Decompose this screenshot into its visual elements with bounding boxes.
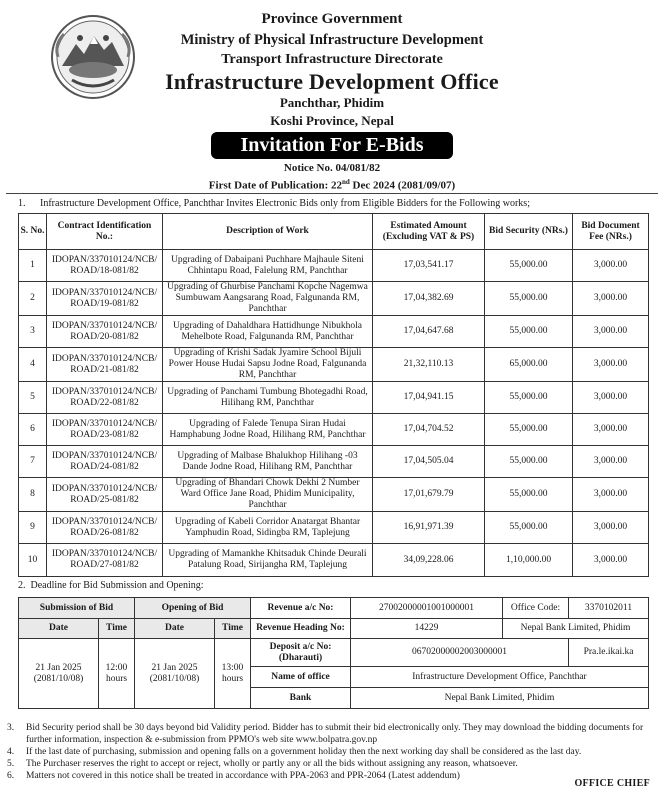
signatory: OFFICE CHIEF [574, 778, 650, 789]
row-fee: 3,000.00 [573, 478, 649, 512]
row-description: Upgrading of Malbase Bhalukhop Hilihang -03 Dande Jodne Road, Hilihang RM, Panchthar [163, 446, 373, 478]
row-fee: 3,000.00 [573, 544, 649, 576]
heading-bank: Nepal Bank Limited, Phidim [503, 619, 649, 639]
row-description: Upgrading of Kabeli Corridor Anatargat Bhantar Yamphudin Road, Sidingba RM, Taplejung [163, 512, 373, 544]
row-security: 55,000.00 [485, 282, 573, 316]
col-security: Bid Security (NRs.) [485, 214, 573, 250]
table-row [19, 478, 649, 512]
deposit-number: 06702000002003000001 [351, 639, 569, 667]
row-contract-id: IDOPAN/337010124/NCB/ ROAD/18-081/82 [47, 250, 163, 282]
deadline-table [18, 597, 649, 709]
row-amount: 34,09,228.06 [373, 544, 485, 576]
row-security: 55,000.00 [485, 446, 573, 478]
header-place-2: Koshi Province, Nepal [270, 113, 394, 128]
row-description: Upgrading of Dabaipani Puchhare Majhaule Siteni Chhintapu Road, Falelung RM, Panchthar [163, 250, 373, 282]
row-amount: 21,32,110.13 [373, 348, 485, 382]
col-fee: Bid Document Fee (NRs.) [573, 214, 649, 250]
submission-time: 12:00 hours [99, 639, 135, 709]
row-fee: 3,000.00 [573, 315, 649, 347]
header-directorate: Transport Infrastructure Directorate [221, 52, 443, 67]
row-contract-id: IDOPAN/337010124/NCB/ ROAD/26-081/82 [47, 512, 163, 544]
header-place-1: Panchthar, Phidim [279, 95, 385, 110]
heading-label: Revenue Heading No: [251, 619, 351, 639]
table-row [19, 544, 649, 576]
revenue-label: Revenue a/c No: [251, 598, 351, 619]
row-security: 55,000.00 [485, 478, 573, 512]
row-contract-id: IDOPAN/337010124/NCB/ ROAD/19-081/82 [47, 282, 163, 316]
row-amount: 17,01,679.79 [373, 478, 485, 512]
row-sn: 8 [19, 478, 47, 512]
deposit-label: Deposit a/c No: (Dharauti) [251, 639, 351, 667]
row-description: Upgrading of Krishi Sadak Jyamire School Bijuli Power House Hudai Sapsu Jodne Road, Falgunanda RM, Panchthar [163, 348, 373, 382]
row-amount: 17,04,505.04 [373, 446, 485, 478]
row-contract-id: IDOPAN/337010124/NCB/ ROAD/24-081/82 [47, 446, 163, 478]
row-amount: 17,04,704.52 [373, 414, 485, 446]
row-sn: 4 [19, 348, 47, 382]
table-row [19, 348, 649, 382]
divider [6, 193, 658, 194]
header-office: Infrastructure Development Office [165, 69, 499, 94]
row-description: Upgrading of Dahaldhara Hattidhunge Nibukhola Mehelbote Road, Falgunanda RM, Panchthar [163, 315, 373, 347]
row-sn: 10 [19, 544, 47, 576]
col-amount: Estimated Amount (Excluding VAT & PS) [373, 214, 485, 250]
row-amount: 17,04,382.69 [373, 282, 485, 316]
table-row [19, 282, 649, 316]
table-row [19, 250, 649, 282]
opening-time-label: Time [215, 619, 251, 639]
row-contract-id: IDOPAN/337010124/NCB/ ROAD/23-081/82 [47, 414, 163, 446]
row-fee: 3,000.00 [573, 250, 649, 282]
row-security: 55,000.00 [485, 315, 573, 347]
heading-number: 14229 [351, 619, 503, 639]
row-fee: 3,000.00 [573, 512, 649, 544]
row-fee: 3,000.00 [573, 446, 649, 478]
invitation-text: 1. Infrastructure Development Office, Panchthar Invites Electronic Bids only from Eligible Bidders for the Following works; [18, 198, 530, 209]
row-amount: 17,04,941.15 [373, 381, 485, 413]
opening-time: 13:00 hours [215, 639, 251, 709]
publication-date: First Date of Publication: 22nd Dec 2024 (2081/09/07) [208, 178, 456, 192]
row-contract-id: IDOPAN/337010124/NCB/ ROAD/21-081/82 [47, 348, 163, 382]
row-security: 1,10,000.00 [485, 544, 573, 576]
table-row [19, 512, 649, 544]
office-code: 3370102011 [569, 598, 649, 619]
row-contract-id: IDOPAN/337010124/NCB/ ROAD/25-081/82 [47, 478, 163, 512]
row-sn: 2 [19, 282, 47, 316]
col-contract-id: Contract Identification No.: [47, 214, 163, 250]
row-sn: 9 [19, 512, 47, 544]
row-fee: 3,000.00 [573, 348, 649, 382]
office-code-label: Office Code: [503, 598, 569, 619]
row-security: 55,000.00 [485, 512, 573, 544]
submission-time-label: Time [99, 619, 135, 639]
col-sn: S. No. [19, 214, 47, 250]
table-row [19, 315, 649, 347]
row-fee: 3,000.00 [573, 414, 649, 446]
bank-label: Bank [251, 688, 351, 709]
header-province: Province Government [261, 11, 403, 27]
submission-date-label: Date [19, 619, 99, 639]
opening-date: 21 Jan 2025 (2081/10/08) [135, 639, 215, 709]
row-sn: 5 [19, 381, 47, 413]
table-row [19, 381, 649, 413]
table-header-row [19, 214, 649, 250]
row-fee: 3,000.00 [573, 282, 649, 316]
row-security: 55,000.00 [485, 414, 573, 446]
submission-date: 21 Jan 2025 (2081/10/08) [19, 639, 99, 709]
opening-label: Opening of Bid [135, 598, 251, 619]
row-security: 55,000.00 [485, 250, 573, 282]
col-description: Description of Work [163, 214, 373, 250]
table-row [19, 446, 649, 478]
opening-date-label: Date [135, 619, 215, 639]
note-item: 3. Bid Security period shall be 30 days beyond bid Validity period. Bidder has to submit their bid electronically only. They may download the bidding documents for further information, inspection & e-submission from PPMO's web site www.bolpatra.gov.np [7, 723, 644, 745]
row-sn: 6 [19, 414, 47, 446]
deposit-extra: Pra.le.ikai.ka [569, 639, 649, 667]
note-item: 4. If the last date of purchasing, submission and opening falls on a government holiday then the next working day shall be considered as the last day. [7, 747, 582, 757]
row-description: Upgrading of Ghurbise Panchami Kopche Nagemwa Sumbuwam Aangsarang Road, Falgunanda RM, Panchthar [163, 282, 373, 316]
deadline-heading: 2. Deadline for Bid Submission and Opening: [18, 580, 204, 591]
row-sn: 3 [19, 315, 47, 347]
submission-label: Submission of Bid [19, 598, 135, 619]
table-row [19, 414, 649, 446]
row-description: Upgrading of Bhandari Chowk Dekhi 2 Number Ward Office Jane Road, Phidim Municipality, Panchthar [163, 478, 373, 512]
row-amount: 17,03,541.17 [373, 250, 485, 282]
row-contract-id: IDOPAN/337010124/NCB/ ROAD/20-081/82 [47, 315, 163, 347]
office-name: Infrastructure Development Office, Panchthar [351, 667, 649, 688]
office-name-label: Name of office [251, 667, 351, 688]
notes-list [6, 722, 658, 782]
bank-name: Nepal Bank Limited, Phidim [351, 688, 649, 709]
revenue-number: 27002000001001000001 [351, 598, 503, 619]
row-fee: 3,000.00 [573, 381, 649, 413]
row-description: Upgrading of Mamankhe Khitsaduk Chinde Deurali Patalung Road, Sirijangha RM, Taplejung [163, 544, 373, 576]
row-security: 55,000.00 [485, 381, 573, 413]
row-contract-id: IDOPAN/337010124/NCB/ ROAD/22-081/82 [47, 381, 163, 413]
row-description: Upgrading of Panchami Tumbung Bhotegadhi Road, Hilihang RM, Panchthar [163, 381, 373, 413]
header-ministry: Ministry of Physical Infrastructure Development [180, 32, 484, 48]
note-item: 6. Matters not covered in this notice shall be treated in accordance with PPA-2063 and PPR-2064 (Latest addendum) [7, 771, 460, 781]
row-security: 65,000.00 [485, 348, 573, 382]
row-sn: 1 [19, 250, 47, 282]
row-sn: 7 [19, 446, 47, 478]
row-contract-id: IDOPAN/337010124/NCB/ ROAD/27-081/82 [47, 544, 163, 576]
note-item: 5. The Purchaser reserves the right to accept or reject, wholly or partly any or all the bids without assigning any reason, whatsoever. [7, 759, 518, 769]
row-amount: 16,91,971.39 [373, 512, 485, 544]
title-banner: Invitation For E-Bids [211, 132, 453, 159]
notice-number: Notice No. 04/081/82 [283, 162, 381, 174]
bids-table [18, 213, 649, 577]
row-amount: 17,04,647.68 [373, 315, 485, 347]
row-description: Upgrading of Falede Tenupa Siran Hudai Hamphabung Jodne Road, Hilihang RM, Panchthar [163, 414, 373, 446]
